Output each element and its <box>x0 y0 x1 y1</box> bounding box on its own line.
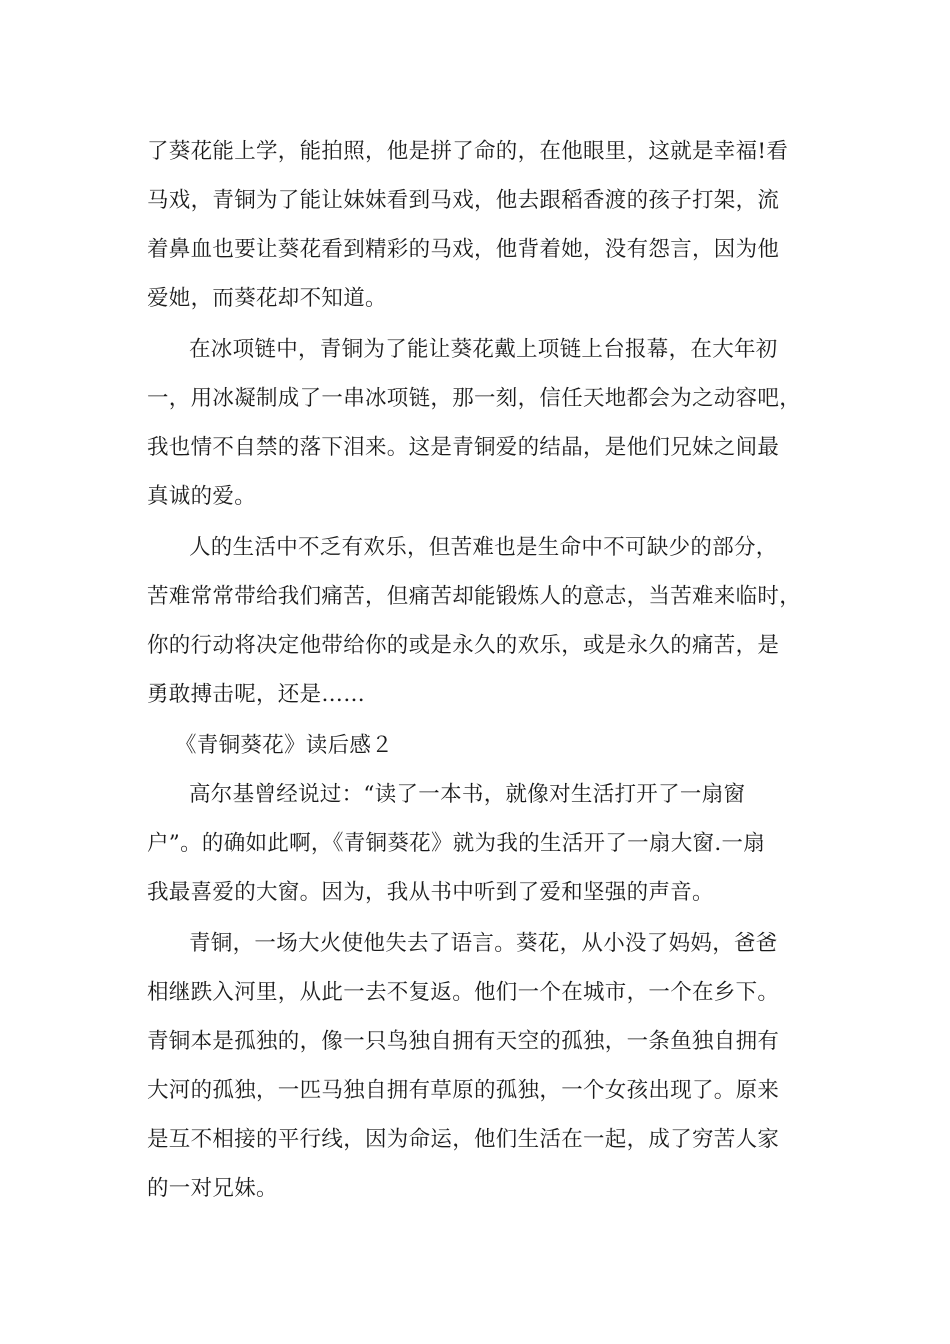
paragraph-4-line-3: 我最喜爱的大窗。因为，我从书中听到了爱和坚强的声音。 <box>147 880 714 905</box>
section-heading: 《青铜葵花》读后感２ <box>175 733 394 758</box>
paragraph-5-line-5: 是互不相接的平行线，因为命运，他们生活在一起，成了穷苦人家 <box>147 1127 780 1152</box>
paragraph-2-line-1: 在冰项链中，青铜为了能让葵花戴上项链上台报幕，在大年初 <box>189 337 778 362</box>
paragraph-1-line-2: 马戏，青铜为了能让妹妹看到马戏，他去跟稻香渡的孩子打架，流 <box>147 188 780 213</box>
paragraph-2-line-2: 一，用冰凝制成了一串冰项链，那一刻，信任天地都会为之动容吧， <box>147 386 802 411</box>
paragraph-5-line-4: 大河的孤独，一匹马独自拥有草原的孤独，一个女孩出现了。原来 <box>147 1078 780 1103</box>
paragraph-4-line-2: 户”。的确如此啊，《青铜葵花》就为我的生活开了一扇大窗.一扇 <box>147 831 766 856</box>
paragraph-3-line-4: 勇敢搏击呢，还是…… <box>147 682 366 707</box>
paragraph-5-line-2: 相继跌入河里，从此一去不复返。他们一个在城市，一个在乡下。 <box>147 980 780 1005</box>
paragraph-1-line-3: 着鼻血也要让葵花看到精彩的马戏，他背着她，没有怨言，因为他 <box>147 237 780 262</box>
paragraph-1-line-1: 了葵花能上学，能拍照，他是拼了命的，在他眼里，这就是幸福!看 <box>147 139 789 164</box>
paragraph-3-line-1: 人的生活中不乏有欢乐，但苦难也是生命中不可缺少的部分， <box>189 535 778 560</box>
paragraph-5-line-3: 青铜本是孤独的，像一只鸟独自拥有天空的孤独，一条鱼独自拥有 <box>147 1029 780 1054</box>
paragraph-3-line-3: 你的行动将决定他带给你的或是永久的欢乐，或是永久的痛苦，是 <box>147 633 780 658</box>
paragraph-2-line-4: 真诚的爱。 <box>147 484 257 509</box>
paragraph-2-line-3: 我也情不自禁的落下泪来。这是青铜爱的结晶，是他们兄妹之间最 <box>147 435 780 460</box>
paragraph-4-line-1: 高尔基曾经说过：“读了一本书，就像对生活打开了一扇窗 <box>189 782 746 807</box>
paragraph-1-line-4: 爱她，而葵花却不知道。 <box>147 286 387 311</box>
paragraph-5-line-6: 的一对兄妹。 <box>147 1176 278 1201</box>
paragraph-5-line-1: 青铜，一场大火使他失去了语言。葵花，从小没了妈妈，爸爸 <box>189 931 778 956</box>
paragraph-3-line-2: 苦难常常带给我们痛苦，但痛苦却能锻炼人的意志，当苦难来临时， <box>147 584 802 609</box>
